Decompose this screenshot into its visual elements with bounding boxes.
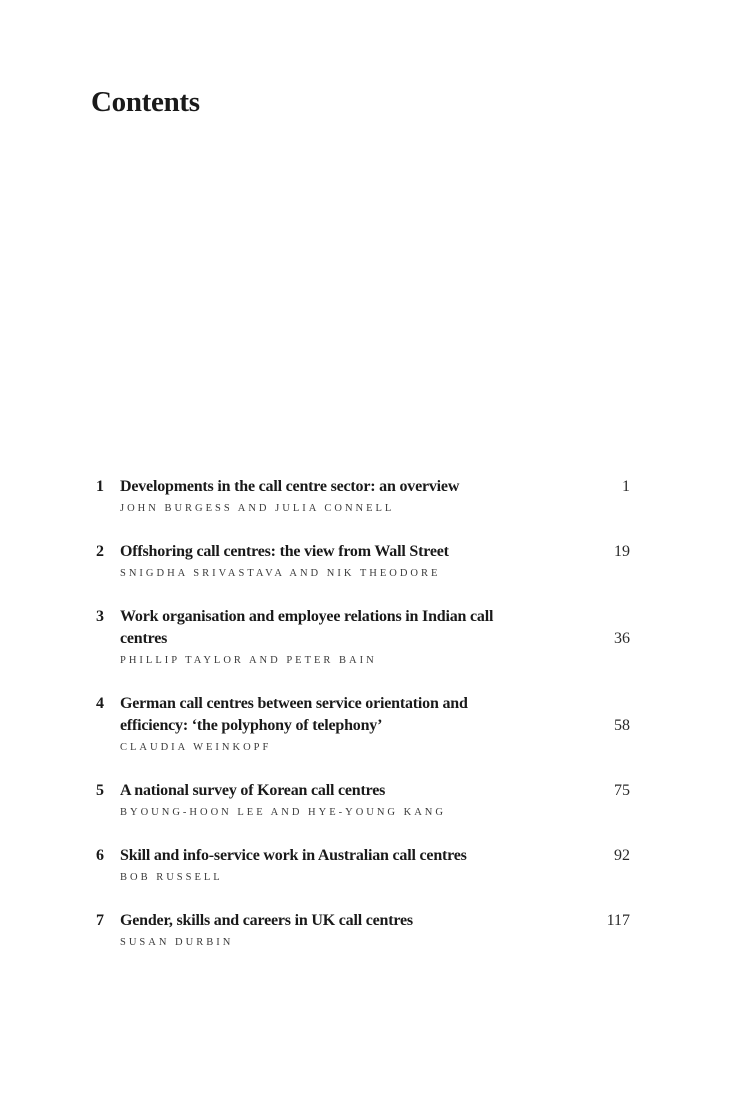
page-number: 92 xyxy=(614,847,630,864)
chapter-number: 5 xyxy=(96,782,104,799)
chapter-title[interactable]: Gender, skills and careers in UK call centres xyxy=(120,912,413,929)
table-of-contents xyxy=(96,476,630,975)
page-number: 36 xyxy=(614,630,630,647)
page-number: 75 xyxy=(614,782,630,799)
toc-entry-4[interactable] xyxy=(96,693,630,758)
toc-entry-1[interactable] xyxy=(96,476,630,519)
chapter-authors: PHILLIP TAYLOR AND PETER BAIN xyxy=(120,655,377,666)
chapter-title[interactable]: Offshoring call centres: the view from Wall Street xyxy=(120,543,449,560)
chapter-authors: JOHN BURGESS AND JULIA CONNELL xyxy=(120,503,395,514)
chapter-title[interactable]: Skill and info-service work in Australian call centres xyxy=(120,847,467,864)
chapter-title[interactable]: A national survey of Korean call centres xyxy=(120,782,386,799)
toc-entry-3[interactable] xyxy=(96,606,630,671)
chapter-number: 4 xyxy=(96,695,104,712)
chapter-authors: SUSAN DURBIN xyxy=(120,937,234,948)
toc-entry-5[interactable] xyxy=(96,780,630,823)
chapter-title[interactable]: German call centres between service orientation and efficiency: ‘the polyphony of telephony’ xyxy=(120,695,468,734)
toc-entry-6[interactable] xyxy=(96,845,630,888)
toc-entry-2[interactable] xyxy=(96,541,630,584)
chapter-authors: SNIGDHA SRIVASTAVA AND NIK THEODORE xyxy=(120,568,441,579)
page-number: 19 xyxy=(614,543,630,560)
chapter-title[interactable]: Developments in the call centre sector: an overview xyxy=(120,478,460,495)
chapter-number: 1 xyxy=(96,478,104,495)
toc-entry-7[interactable] xyxy=(96,910,630,953)
chapter-number: 2 xyxy=(96,543,104,560)
chapter-title[interactable]: Work organisation and employee relations in Indian call centres xyxy=(120,608,494,647)
chapter-authors: BYOUNG-HOON LEE AND HYE-YOUNG KANG xyxy=(120,807,446,818)
chapter-number: 3 xyxy=(96,608,104,625)
page-number: 1 xyxy=(622,478,630,495)
page-title: Contents xyxy=(91,86,200,118)
page-number: 117 xyxy=(606,912,630,929)
chapter-authors: CLAUDIA WEINKOPF xyxy=(120,742,272,753)
chapter-number: 6 xyxy=(96,847,104,864)
page-number: 58 xyxy=(614,717,630,734)
chapter-authors: BOB RUSSELL xyxy=(120,872,223,883)
chapter-number: 7 xyxy=(96,912,104,929)
